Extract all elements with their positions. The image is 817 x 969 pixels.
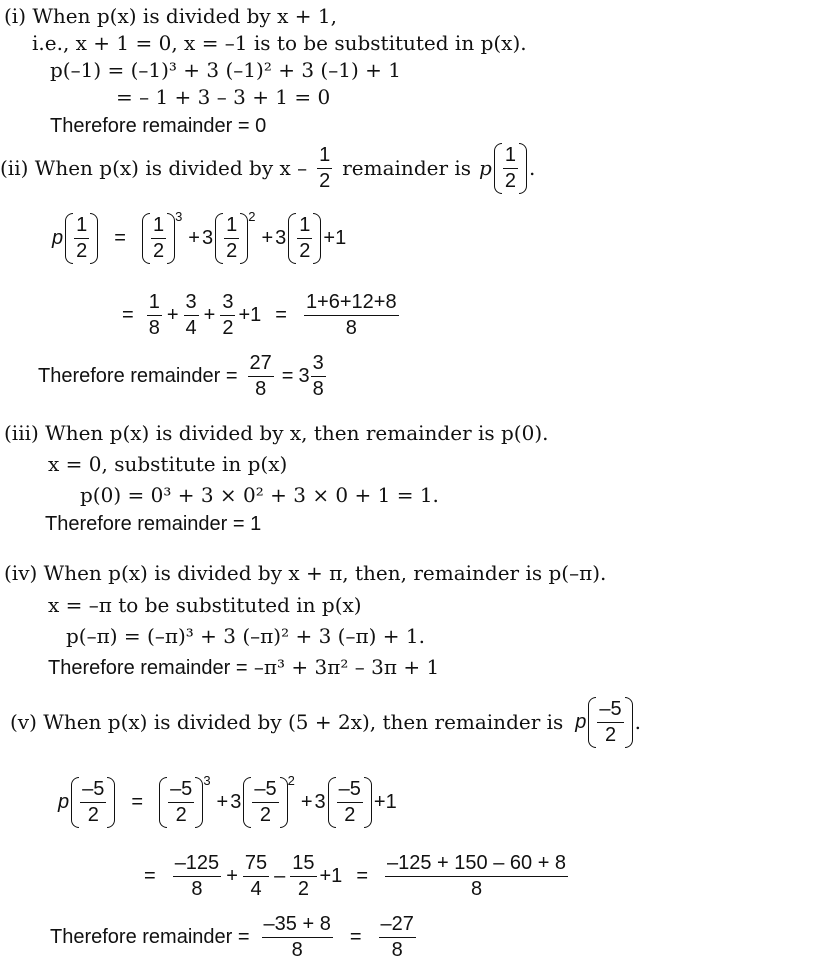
part-iii-result: Therefore remainder = 1 [45, 513, 262, 535]
fraction [597, 699, 623, 746]
plus-sign: + [226, 864, 238, 887]
fraction [147, 292, 162, 339]
frac-num: –5 [80, 779, 106, 803]
frac-num: 1 [74, 215, 89, 239]
paren-group [65, 215, 98, 262]
frac-num: –5 [597, 699, 623, 723]
frac-num: 1+6+12+8 [304, 292, 399, 316]
eq-p: p [52, 226, 64, 249]
part-v-eq1 [58, 772, 397, 832]
part-i-intro: (i) When p(x) is divided by x + 1, [4, 4, 337, 28]
plus-sign: + [166, 303, 179, 326]
part-i-eq2: = – 1 + 3 – 3 + 1 = 0 [116, 85, 331, 109]
equals-sign: = [114, 226, 126, 249]
plus-sign: + [216, 790, 229, 813]
frac-num: 1 [224, 215, 239, 239]
coefficient: 3 [230, 790, 242, 813]
fraction [80, 779, 106, 826]
frac-den: 2 [319, 169, 331, 192]
frac-den: 2 [226, 239, 238, 262]
coefficient: 3 [314, 790, 326, 813]
frac-den: 2 [222, 316, 234, 339]
fraction [74, 215, 89, 262]
frac-den: 8 [470, 877, 483, 900]
frac-den: 8 [191, 877, 203, 900]
part-iii-sub: x = 0, substitute in p(x) [48, 452, 288, 476]
plus-sign: + [188, 226, 200, 249]
fraction [168, 779, 194, 826]
paren-group [215, 215, 248, 262]
frac-num: –35 + 8 [262, 914, 333, 938]
frac-den: 4 [185, 316, 197, 339]
frac-den: 2 [259, 803, 272, 826]
frac-den: 8 [255, 377, 267, 400]
part-v-intro-p: p [575, 710, 587, 733]
mixed-number [298, 353, 328, 400]
fraction [290, 853, 316, 900]
part-ii-intro-text: (ii) When p(x) is divided by x – [0, 156, 308, 180]
frac-den: 2 [76, 239, 88, 262]
minus-sign: – [274, 864, 286, 887]
frac-num: 1 [151, 215, 166, 239]
frac-den: 2 [152, 239, 165, 262]
part-ii-result [38, 346, 329, 406]
result-expr: –π³ + 3π² – 3π + 1 [253, 655, 440, 679]
frac-num: 3 [184, 292, 199, 316]
frac-num: –27 [379, 914, 416, 938]
plus-one: +1 [373, 790, 397, 813]
fraction [252, 779, 278, 826]
fraction [385, 853, 568, 900]
frac-den: 2 [175, 803, 187, 826]
part-v-result [50, 907, 419, 967]
part-ii-eq2 [118, 285, 402, 345]
part-iv-eq: p(–π) = (–π)³ + 3 (–π)² + 3 (–π) + 1. [66, 624, 425, 648]
part-iv-sub: x = –π to be substituted in p(x) [48, 593, 362, 617]
fraction [173, 853, 222, 900]
fraction [262, 914, 333, 961]
frac-den: 2 [299, 239, 311, 262]
exponent: 2 [248, 208, 256, 224]
paren-group [71, 779, 115, 826]
part-i-eq1: p(–1) = (–1)³ + 3 (–1)² + 3 (–1) + 1 [50, 58, 401, 82]
frac-num: –5 [337, 779, 363, 803]
equals-sign: = [131, 790, 144, 813]
equals-sign: = [144, 864, 156, 887]
part-iii-eq: p(0) = 0³ + 3 × 0² + 3 × 0 + 1 = 1. [80, 483, 439, 507]
frac-num: 1 [317, 145, 332, 169]
part-ii-intro-paren [494, 145, 527, 192]
result-label: Therefore remainder = [38, 364, 238, 387]
equals-sign: = [275, 303, 287, 326]
fraction [220, 292, 235, 339]
frac-num: 15 [290, 853, 316, 877]
part-i-result: Therefore remainder = 0 [50, 115, 267, 137]
part-ii-intro-p: p [479, 156, 492, 180]
plus-one: +1 [323, 226, 347, 249]
part-v-intro: (v) When p(x) is divided by (5 + 2x), then remainder is p $\frac{-5}{2}$ . [10, 697, 642, 746]
fraction [184, 292, 199, 339]
frac-den: 2 [604, 723, 617, 746]
equals-sign: = [349, 925, 362, 948]
part-i-note: i.e., x + 1 = 0, x = –1 is to be substituted in p(x). [32, 31, 527, 55]
part-ii-intro-p-frac [503, 145, 518, 192]
plus-sign: + [261, 226, 274, 249]
plus-one: +1 [319, 864, 343, 887]
frac-num: 75 [243, 853, 269, 877]
frac-num: –125 [173, 853, 222, 877]
paren-group [243, 779, 287, 826]
coefficient: 3 [275, 226, 287, 249]
frac-den: 8 [312, 377, 324, 400]
part-iv-intro: (iv) When p(x) is divided by x + π, then, remainder is p(–π). [4, 561, 607, 585]
part-ii-intro-frac [317, 145, 332, 192]
frac-num: –125 + 150 – 60 + 8 [385, 853, 568, 877]
part-v-intro-text: (v) When p(x) is divided by (5 + 2x), then remainder is [10, 710, 564, 734]
frac-den: 8 [291, 938, 303, 961]
paren-group [328, 779, 372, 826]
part-iii-intro: (iii) When p(x) is divided by x, then remainder is p(0). [4, 421, 549, 445]
fraction [297, 215, 312, 262]
equals-sign: = [122, 303, 134, 326]
frac-den: 8 [148, 316, 160, 339]
paren-group [142, 215, 175, 262]
plus-sign: + [203, 303, 216, 326]
part-v-eq2 [140, 846, 571, 906]
frac-den: 2 [344, 803, 356, 826]
part-ii-eq1 [52, 208, 346, 268]
frac-num: 3 [311, 353, 326, 377]
frac-den: 2 [504, 169, 516, 192]
fraction [337, 779, 363, 826]
fraction [243, 853, 269, 900]
exponent: 3 [203, 772, 211, 788]
fraction [304, 292, 399, 339]
frac-num: 27 [248, 353, 274, 377]
fraction [248, 353, 274, 400]
paren-group [159, 779, 203, 826]
frac-num: 3 [220, 292, 235, 316]
whole-part: 3 [298, 364, 310, 387]
frac-den: 8 [345, 316, 357, 339]
frac-num: 1 [147, 292, 162, 316]
fraction [151, 215, 166, 262]
exponent: 2 [287, 772, 295, 788]
paren-group [288, 215, 321, 262]
coefficient: 3 [201, 226, 214, 249]
fraction [311, 353, 326, 400]
frac-num: 1 [503, 145, 518, 169]
equals-sign: = [281, 364, 294, 387]
part-ii-intro: (ii) When p(x) is divided by x – $\frac{1}{2}$ remainder is p $\frac{1}{2}$ . [0, 143, 536, 192]
eq-p: p [58, 790, 70, 813]
fraction [379, 914, 416, 961]
result-label: Therefore remainder = [48, 657, 248, 679]
result-label: Therefore remainder = [50, 925, 250, 948]
frac-num: –5 [252, 779, 278, 803]
paren-group [588, 699, 632, 746]
part-ii-intro-tail: remainder is [342, 156, 472, 180]
frac-den: 4 [250, 877, 262, 900]
frac-den: 2 [87, 803, 99, 826]
equals-sign: = [356, 864, 368, 887]
plus-one: +1 [238, 303, 262, 326]
exponent: 3 [175, 208, 183, 224]
frac-den: 8 [391, 938, 403, 961]
frac-den: 2 [297, 877, 309, 900]
frac-num: –5 [168, 779, 194, 803]
frac-num: 1 [297, 215, 312, 239]
part-iv-result [48, 655, 439, 680]
plus-sign: + [300, 790, 313, 813]
fraction [224, 215, 239, 262]
